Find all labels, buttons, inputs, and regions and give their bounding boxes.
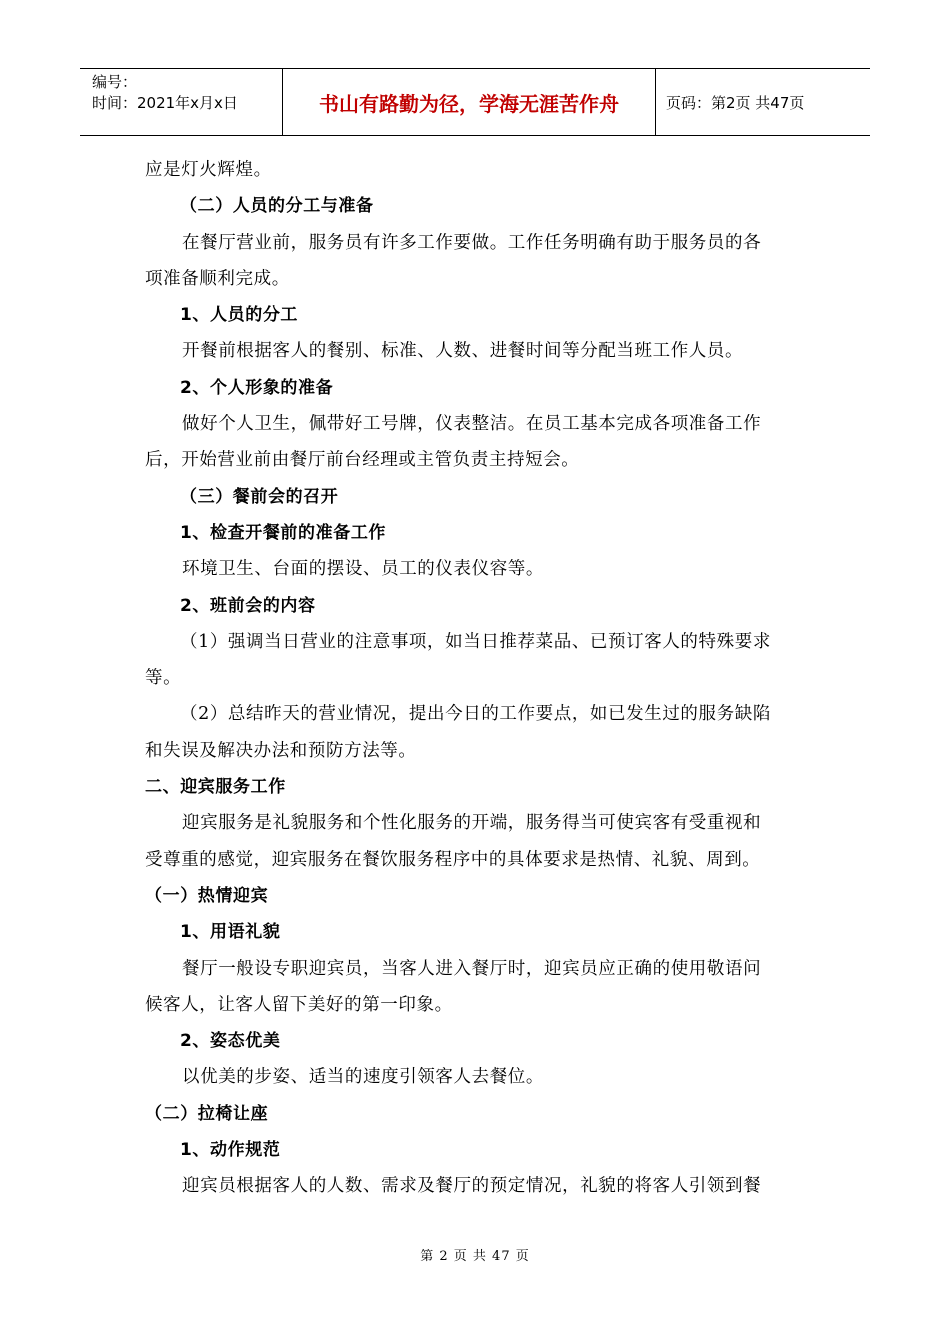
section-heading: （三）餐前会的召开 bbox=[180, 486, 339, 507]
body-paragraph: 候客人，让客人留下美好的第一印象。 bbox=[145, 994, 453, 1015]
header-motto: 书山有路勤为径，学海无涯苦作舟 bbox=[319, 91, 619, 116]
chapter-heading: 二、迎宾服务工作 bbox=[145, 777, 286, 798]
body-paragraph: 和失误及解决办法和预防方法等。 bbox=[145, 740, 417, 761]
section-heading: （二）拉椅让座 bbox=[145, 1103, 269, 1124]
document-body bbox=[145, 152, 810, 1205]
body-paragraph: 环境卫生、台面的摆设、员工的仪表仪容等。 bbox=[182, 559, 544, 580]
body-paragraph: 开餐前根据客人的餐别、标准、人数、进餐时间等分配当班工作人员。 bbox=[182, 341, 744, 362]
body-paragraph: 后，开始营业前由餐厅前台经理或主管负责主持短会。 bbox=[145, 450, 580, 471]
body-paragraph: （1）强调当日营业的注意事项，如当日推荐菜品、已预订客人的特殊要求 bbox=[180, 631, 771, 652]
subsection-heading: 1、人员的分工 bbox=[180, 305, 299, 326]
body-paragraph: 迎宾服务是礼貌服务和个性化服务的开端，服务得当可使宾客有受重视和 bbox=[182, 813, 762, 834]
body-paragraph: （2）总结昨天的营业情况，提出今日的工作要点，如已发生过的服务缺陷 bbox=[180, 704, 771, 725]
body-paragraph: 在餐厅营业前，服务员有许多工作要做。工作任务明确有助于服务员的各 bbox=[182, 232, 762, 253]
body-paragraph: 迎宾员根据客人的人数、需求及餐厅的预定情况，礼貌的将客人引领到餐 bbox=[182, 1176, 762, 1197]
section-heading: （二）人员的分工与准备 bbox=[180, 196, 374, 217]
body-paragraph: 应是灯火辉煌。 bbox=[145, 160, 272, 180]
header-motto-cell bbox=[282, 69, 656, 135]
body-paragraph: 做好个人卫生，佩带好工号牌，仪表整洁。在员工基本完成各项准备工作 bbox=[182, 414, 762, 435]
section-heading: （一）热情迎宾 bbox=[145, 885, 269, 906]
subsection-heading: 1、检查开餐前的准备工作 bbox=[180, 522, 387, 543]
subsection-heading: 1、动作规范 bbox=[180, 1140, 281, 1161]
subsection-heading: 2、班前会的内容 bbox=[180, 595, 316, 616]
header-page-info: 页码：第2页 共47页 bbox=[666, 93, 805, 112]
subsection-heading: 1、用语礼貌 bbox=[180, 922, 281, 943]
page-header bbox=[80, 68, 870, 136]
document-date: 时间：2021年x月x日 bbox=[92, 94, 238, 112]
page-footer: 第 2 页 共 47 页 bbox=[420, 1249, 530, 1264]
subsection-heading: 2、个人形象的准备 bbox=[180, 377, 334, 398]
body-paragraph: 受尊重的感觉，迎宾服务在餐饮服务程序中的具体要求是热情、礼貌、周到。 bbox=[145, 849, 761, 870]
header-page-cell bbox=[656, 69, 870, 135]
header-meta bbox=[80, 69, 282, 135]
body-paragraph: 以优美的步姿、适当的速度引领客人去餐位。 bbox=[182, 1067, 544, 1088]
body-paragraph: 项准备顺利完成。 bbox=[145, 268, 290, 289]
subsection-heading: 2、姿态优美 bbox=[180, 1031, 281, 1052]
document-number: 编号： bbox=[92, 73, 138, 91]
body-paragraph: 餐厅一般设专职迎宾员，当客人进入餐厅时，迎宾员应正确的使用敬语问 bbox=[182, 958, 762, 979]
body-paragraph: 等。 bbox=[145, 668, 182, 689]
